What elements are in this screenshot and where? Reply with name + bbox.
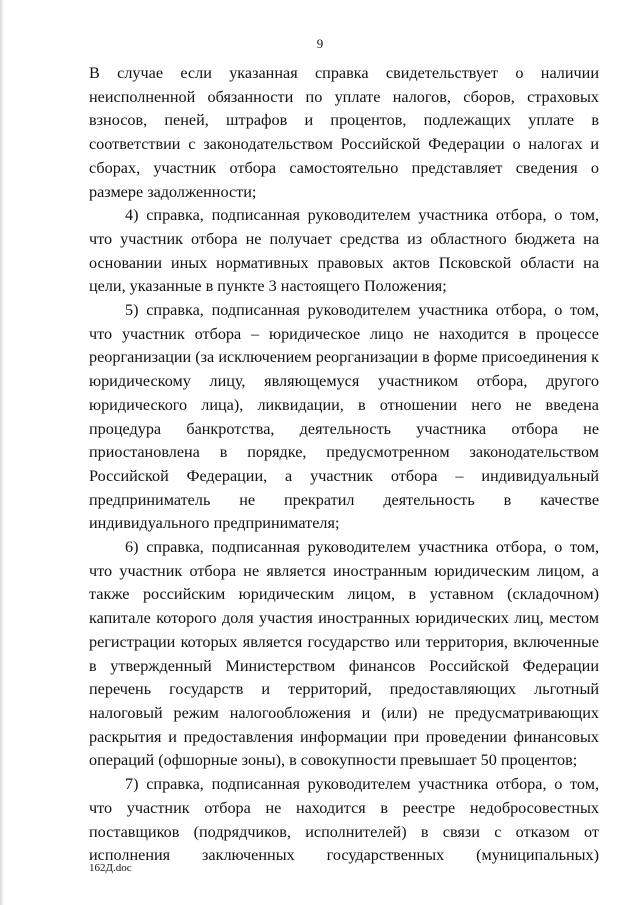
paragraph-item-5: 5) справка, подписанная руководителем участника отбора, о том, что участник отбора – юридическое лицо не находится в процессе реорганизации (за исключением реорганизации в форме присоединения к юридическому лицу, являющемуся участником отбора, другого юридического лица), ликвидации, в отношении него не введена процедура банкротства, деятельность участника отбора не приостановлена в порядке, предусмотренном законодательством Российской Федерации, а участник отбора – индивидуальный предприниматель не прекратил деятельность в качестве индивидуального предпринимателя; [89,301,599,533]
paragraph-item-7: 7) справка, подписанная руководителем участника отбора, о том, что участник отбора не находится в реестре недобросовестных поставщиков (подрядчиков, исполнителей) в связи с отказом от исполнения заключенных государственных (муниципальных) [89,775,599,865]
paragraph-item-6: 6) справка, подписанная руководителем участника отбора, о том, что участник отбора не является иностранным юридическим лицом, а также российским юридическим лицом, в уставном (складочном) капитале которого доля участия иностранных юридических лиц, местом регистрации которых является государство или территория, включенные в утвержденный Министерством финансов Российской Федерации перечень государств и территорий, предоставляющих льготный налоговый режим налогообложения и (или) не предусматривающих раскрытия и предоставления информации при проведении финансовых операций (офшорные зоны), в совокупности превышает 50 процентов; [89,538,599,770]
page-number: 9 [316,36,324,51]
scan-edge [0,0,4,905]
paragraph-tax-arrears: В случае если указанная справка свидетельствует о наличии неисполненной обязанности по уплате налогов, сборов, страховых взносов, пеней, штрафов и процентов, подлежащих уплате в соответствии с законодательством Российской Федерации о налогах и сборах, участник отбора самостоятельно представляет сведения о размере задолженности; [89,64,599,201]
paragraph-item-4: 4) справка, подписанная руководителем участника отбора, о том, что участник отбора не получает средства из областного бюджета на основании иных нормативных правовых актов Псковской области на цели, указанные в пункте 3 настоящего Положения; [89,206,599,296]
document-body [89,62,599,868]
footer-filename: 162Д.doc [89,862,132,874]
